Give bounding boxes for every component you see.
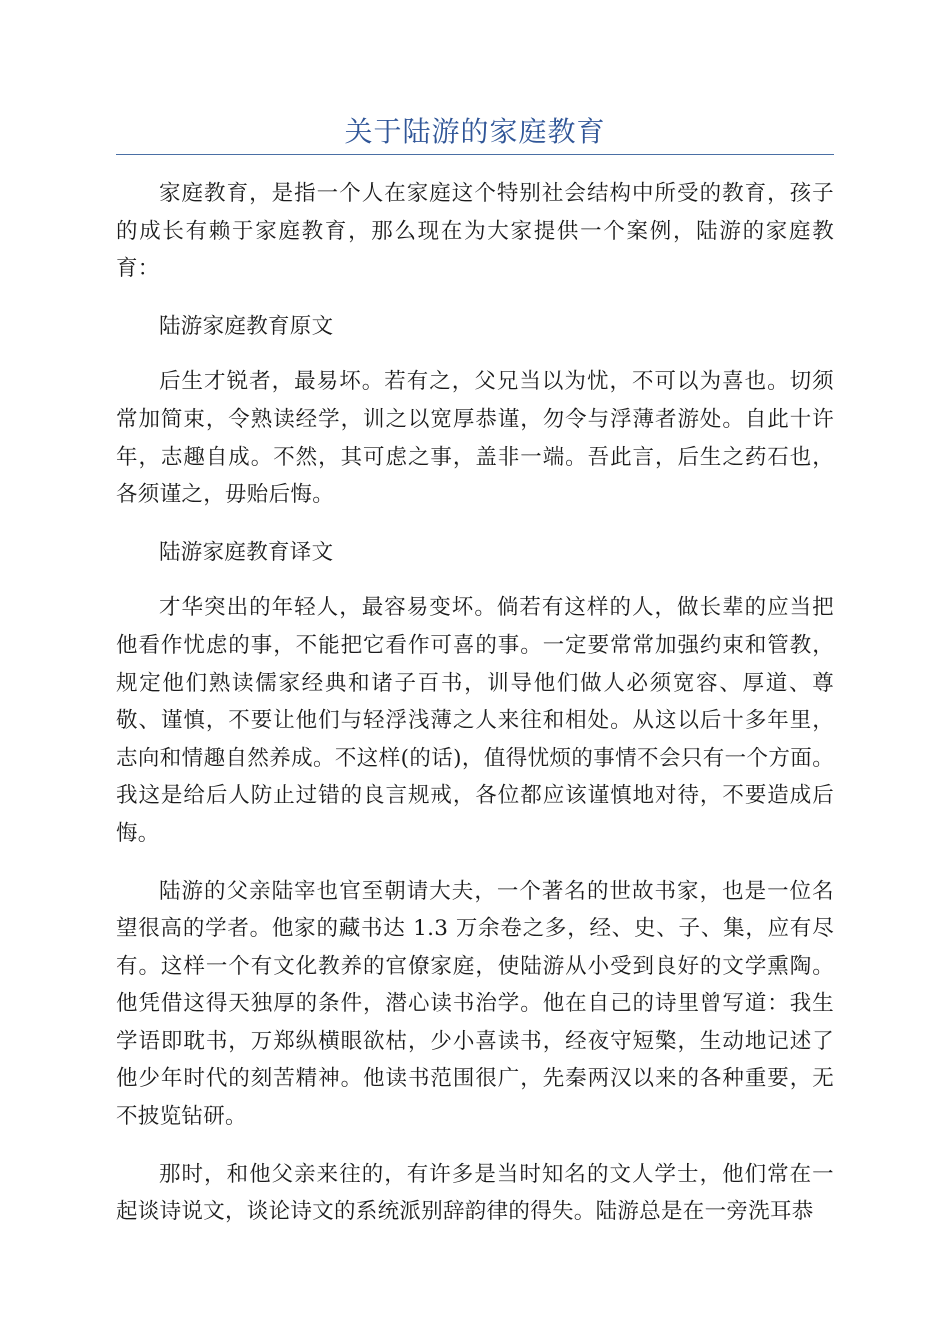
document-title: 关于陆游的家庭教育 <box>344 115 606 148</box>
literati-paragraph: 那时，和他父亲来往的，有许多是当时知名的文人学士，他们常在一起谈诗说文，谈论诗文的系统派别辞韵律的得失。陆游总是在一旁洗耳恭 <box>116 1161 834 1225</box>
section-heading-translation: 陆游家庭教育译文 <box>159 539 334 565</box>
document-body <box>116 175 834 1251</box>
section-heading-original: 陆游家庭教育原文 <box>159 313 334 339</box>
original-text-paragraph: 后生才锐者，最易坏。若有之，父兄当以为忧，不可以为喜也。切须常加简束，令熟读经学，训之以宽厚恭谨，勿令与浮薄者游处。自此十许年，志趣自成。不然，其可虑之事，盖非一端。吾此言，后生之药石也，各须谨之，毋贻后悔。 <box>116 369 834 508</box>
father-background-paragraph: 陆游的父亲陆宰也官至朝请大夫，一个著名的世故书家，也是一位名望很高的学者。他家的藏书达 1.3 万余卷之多，经、史、子、集，应有尽有。这样一个有文化教养的官僚家庭，使陆游从小受到良好的文学熏陶。他凭借这得天独厚的条件，潜心读书治学。他在自己的诗里曾写道：我生学语即耽书，万郑纵横眼欲枯，少小喜读书，经夜守短檠，生动地记述了他少年时代的刻苦精神。他读书范围很广，先秦两汉以来的各种重要，无不披览钻研。 <box>116 878 834 1130</box>
translation-paragraph: 才华突出的年轻人，最容易变坏。倘若有这样的人，做长辈的应当把他看作忧虑的事，不能把它看作可喜的事。一定要常常加强约束和管教，规定他们熟读儒家经典和诸子百书，训导他们做人必须宽容、厚道、尊敬、谨慎，不要让他们与轻浮浅薄之人来往和相处。从这以后十多年里，志向和情趣自然养成。不这样(的话)，值得忧烦的事情不会只有一个方面。我这是给后人防止过错的良言规戒，各位都应该谨慎地对待，不要造成后悔。 <box>116 595 834 846</box>
title-underline <box>116 154 834 155</box>
intro-paragraph: 家庭教育，是指一个人在家庭这个特别社会结构中所受的教育，孩子的成长有赖于家庭教育，那么现在为大家提供一个案例，陆游的家庭教育： <box>116 181 834 282</box>
